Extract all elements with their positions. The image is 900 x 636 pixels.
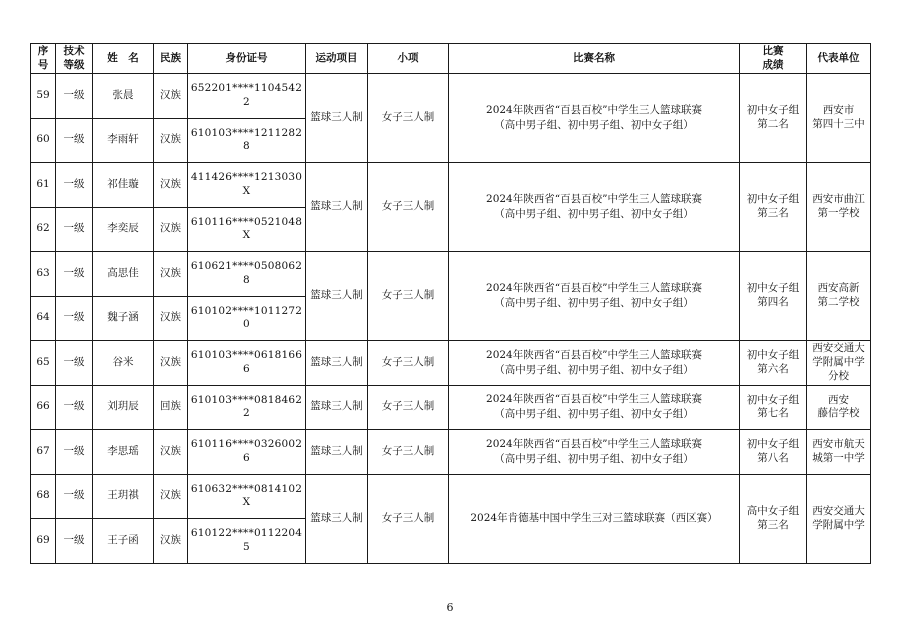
cell-name: 李思瑶 <box>93 430 154 475</box>
cell-ethnicity: 汉族 <box>154 430 188 475</box>
header-result: 比赛 成绩 <box>740 44 807 74</box>
cell-name: 王玥祺 <box>93 474 154 519</box>
cell-competition: 2024年陕西省“百县百校”中学生三人篮球联赛 （高中男子组、初中男子组、初中女子组） <box>449 341 740 386</box>
cell-sport: 篮球三人制 <box>306 341 368 386</box>
cell-grade: 一级 <box>56 296 93 341</box>
cell-result: 初中女子组 第三名 <box>740 163 807 252</box>
cell-ethnicity: 汉族 <box>154 519 188 564</box>
cell-unit: 西安市航天 城第一中学 <box>807 430 871 475</box>
cell-ethnicity: 汉族 <box>154 118 188 163</box>
cell-id-number: 610103****12112828 <box>188 118 306 163</box>
cell-ethnicity: 汉族 <box>154 341 188 386</box>
cell-seq: 63 <box>31 252 56 297</box>
cell-name: 张晨 <box>93 74 154 119</box>
cell-seq: 69 <box>31 519 56 564</box>
cell-seq: 64 <box>31 296 56 341</box>
cell-seq: 67 <box>31 430 56 475</box>
header-grade: 技术 等级 <box>56 44 93 74</box>
table-row <box>31 341 871 386</box>
cell-ethnicity: 汉族 <box>154 74 188 119</box>
cell-id-number: 411426****1213030X <box>188 163 306 208</box>
cell-name: 祁佳璇 <box>93 163 154 208</box>
cell-competition: 2024年肯德基中国中学生三对三篮球联赛（西区赛） <box>449 474 740 563</box>
cell-ethnicity: 汉族 <box>154 474 188 519</box>
cell-seq: 68 <box>31 474 56 519</box>
cell-grade: 一级 <box>56 430 93 475</box>
cell-id-number: 610103****06181666 <box>188 341 306 386</box>
cell-seq: 66 <box>31 385 56 430</box>
cell-ethnicity: 汉族 <box>154 252 188 297</box>
cell-ethnicity: 汉族 <box>154 207 188 252</box>
athlete-roster-table <box>30 43 871 564</box>
cell-id-number: 610122****01122045 <box>188 519 306 564</box>
cell-unit: 西安 藤信学校 <box>807 385 871 430</box>
cell-grade: 一级 <box>56 207 93 252</box>
cell-grade: 一级 <box>56 519 93 564</box>
cell-id-number: 610103****08184622 <box>188 385 306 430</box>
cell-id-number: 610116****0521048X <box>188 207 306 252</box>
cell-result: 初中女子组 第二名 <box>740 74 807 163</box>
table-row <box>31 74 871 119</box>
cell-sport: 篮球三人制 <box>306 74 368 163</box>
cell-result: 初中女子组 第八名 <box>740 430 807 475</box>
page-number: 6 <box>446 601 454 614</box>
cell-seq: 61 <box>31 163 56 208</box>
cell-sport: 篮球三人制 <box>306 430 368 475</box>
header-sport: 运动项目 <box>306 44 368 74</box>
cell-grade: 一级 <box>56 118 93 163</box>
cell-seq: 65 <box>31 341 56 386</box>
cell-id-number: 652201****11045422 <box>188 74 306 119</box>
header-row <box>31 44 871 74</box>
cell-sport: 篮球三人制 <box>306 252 368 341</box>
cell-ethnicity: 汉族 <box>154 296 188 341</box>
cell-ethnicity: 回族 <box>154 385 188 430</box>
table-row <box>31 385 871 430</box>
cell-name: 谷米 <box>93 341 154 386</box>
cell-result: 初中女子组 第六名 <box>740 341 807 386</box>
cell-sport: 篮球三人制 <box>306 163 368 252</box>
cell-event: 女子三人制 <box>368 474 449 563</box>
cell-sport: 篮球三人制 <box>306 474 368 563</box>
cell-unit: 西安市 第四十三中 <box>807 74 871 163</box>
cell-grade: 一级 <box>56 341 93 386</box>
cell-name: 魏子涵 <box>93 296 154 341</box>
header-seq: 序 号 <box>31 44 56 74</box>
table-row <box>31 474 871 519</box>
cell-id-number: 610116****03260026 <box>188 430 306 475</box>
cell-competition: 2024年陕西省“百县百校”中学生三人篮球联赛 （高中男子组、初中男子组、初中女子组） <box>449 252 740 341</box>
header-ethnicity: 民族 <box>154 44 188 74</box>
cell-result: 初中女子组 第四名 <box>740 252 807 341</box>
table-row <box>31 252 871 297</box>
cell-name: 高思佳 <box>93 252 154 297</box>
cell-name: 王子函 <box>93 519 154 564</box>
cell-competition: 2024年陕西省“百县百校”中学生三人篮球联赛 （高中男子组、初中男子组、初中女子组） <box>449 430 740 475</box>
cell-ethnicity: 汉族 <box>154 163 188 208</box>
cell-event: 女子三人制 <box>368 252 449 341</box>
cell-event: 女子三人制 <box>368 341 449 386</box>
cell-seq: 62 <box>31 207 56 252</box>
cell-id-number: 610632****0814102X <box>188 474 306 519</box>
header-id-number: 身份证号 <box>188 44 306 74</box>
cell-grade: 一级 <box>56 385 93 430</box>
cell-name: 李奕辰 <box>93 207 154 252</box>
cell-unit: 西安交通大 学附属中学 分校 <box>807 341 871 386</box>
cell-event: 女子三人制 <box>368 74 449 163</box>
cell-sport: 篮球三人制 <box>306 385 368 430</box>
cell-event: 女子三人制 <box>368 430 449 475</box>
cell-competition: 2024年陕西省“百县百校”中学生三人篮球联赛 （高中男子组、初中男子组、初中女子组） <box>449 385 740 430</box>
header-unit: 代表单位 <box>807 44 871 74</box>
header-event: 小项 <box>368 44 449 74</box>
cell-name: 李雨轩 <box>93 118 154 163</box>
cell-seq: 60 <box>31 118 56 163</box>
header-name: 姓 名 <box>93 44 154 74</box>
cell-unit: 西安市曲江 第一学校 <box>807 163 871 252</box>
cell-competition: 2024年陕西省“百县百校”中学生三人篮球联赛 （高中男子组、初中男子组、初中女子组） <box>449 163 740 252</box>
cell-unit: 西安交通大 学附属中学 <box>807 474 871 563</box>
table-row <box>31 430 871 475</box>
cell-seq: 59 <box>31 74 56 119</box>
cell-event: 女子三人制 <box>368 385 449 430</box>
cell-grade: 一级 <box>56 474 93 519</box>
cell-event: 女子三人制 <box>368 163 449 252</box>
cell-grade: 一级 <box>56 252 93 297</box>
cell-result: 高中女子组 第三名 <box>740 474 807 563</box>
header-competition: 比赛名称 <box>449 44 740 74</box>
cell-unit: 西安高新 第二学校 <box>807 252 871 341</box>
cell-grade: 一级 <box>56 74 93 119</box>
cell-grade: 一级 <box>56 163 93 208</box>
cell-name: 刘玥辰 <box>93 385 154 430</box>
table-row <box>31 163 871 208</box>
cell-result: 初中女子组 第七名 <box>740 385 807 430</box>
cell-competition: 2024年陕西省“百县百校”中学生三人篮球联赛 （高中男子组、初中男子组、初中女子组） <box>449 74 740 163</box>
cell-id-number: 610621****05080628 <box>188 252 306 297</box>
cell-id-number: 610102****10112720 <box>188 296 306 341</box>
